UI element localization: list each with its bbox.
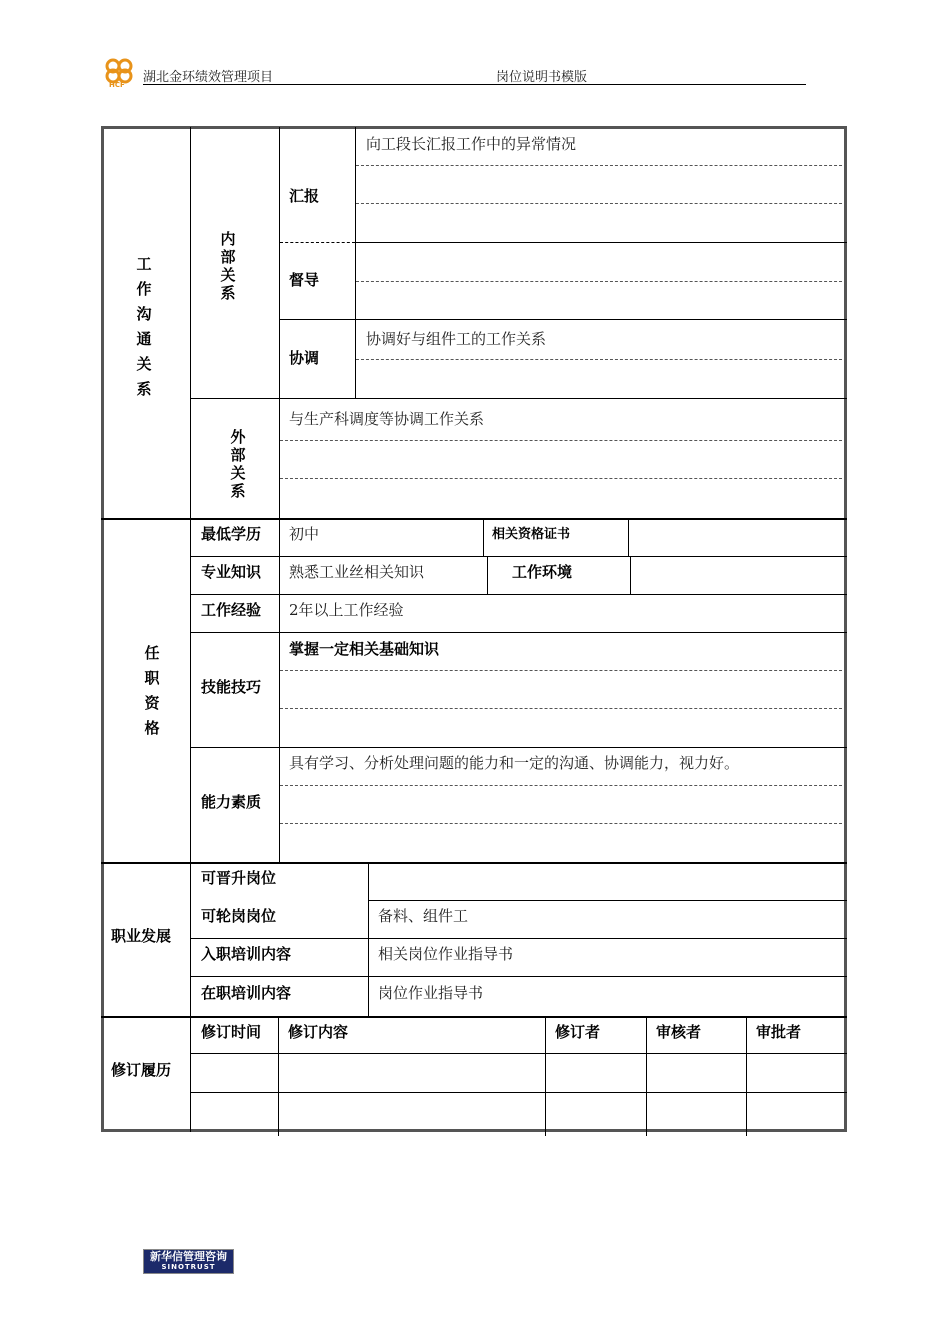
divider bbox=[280, 319, 847, 320]
divider bbox=[280, 670, 847, 671]
coordinate-label: 协调 bbox=[289, 349, 320, 367]
divider bbox=[355, 127, 356, 398]
divider bbox=[190, 594, 847, 595]
divider bbox=[279, 127, 280, 518]
divider bbox=[190, 1092, 847, 1093]
divider bbox=[278, 1016, 279, 1136]
environment-label: 工作环境 bbox=[512, 563, 573, 581]
divider bbox=[356, 203, 847, 204]
onjob-training-value: 岗位作业指导书 bbox=[378, 984, 484, 1002]
education-label: 最低学历 bbox=[201, 525, 262, 543]
divider bbox=[368, 862, 369, 1016]
doc-title: 岗位说明书模版 bbox=[496, 70, 588, 85]
ability-label: 能力素质 bbox=[201, 793, 262, 811]
col-revision-time: 修订时间 bbox=[201, 1023, 262, 1041]
divider bbox=[190, 747, 847, 748]
divider bbox=[190, 632, 847, 633]
divider bbox=[190, 127, 191, 1132]
divider bbox=[545, 1016, 546, 1136]
onboard-training-label: 入职培训内容 bbox=[201, 945, 292, 963]
divider bbox=[280, 823, 847, 824]
divider bbox=[630, 556, 631, 594]
divider bbox=[483, 518, 484, 556]
divider bbox=[646, 1016, 647, 1136]
divider bbox=[356, 281, 847, 282]
divider bbox=[190, 398, 847, 399]
skills-value: 掌握一定相关基础知识 bbox=[289, 640, 440, 658]
col-reviewer: 审核者 bbox=[656, 1023, 702, 1041]
sinotrust-logo-en: SINOTRUST bbox=[161, 1263, 216, 1271]
external-text: 与生产科调度等协调工作关系 bbox=[289, 410, 485, 428]
skills-label: 技能技巧 bbox=[201, 678, 262, 696]
sinotrust-logo-cn: 新华信管理咨询 bbox=[150, 1250, 227, 1263]
experience-value: 2年以上工作经验 bbox=[289, 601, 404, 619]
certificate-label: 相关资格证书 bbox=[492, 527, 571, 542]
divider bbox=[190, 938, 847, 939]
divider bbox=[190, 976, 847, 977]
divider bbox=[355, 242, 847, 243]
report-text: 向工段长汇报工作中的异常情况 bbox=[366, 135, 577, 153]
experience-label: 工作经验 bbox=[201, 601, 262, 619]
sinotrust-logo bbox=[143, 1249, 234, 1274]
divider bbox=[487, 556, 488, 594]
divider bbox=[280, 440, 847, 441]
qualification-section-label: 任 职 资 格 bbox=[144, 644, 160, 737]
hcf-logo bbox=[101, 55, 137, 91]
report-label: 汇报 bbox=[289, 187, 320, 205]
rotate-value: 备料、组件工 bbox=[378, 907, 469, 925]
col-approver: 审批者 bbox=[756, 1023, 802, 1041]
career-section-label: 职业发展 bbox=[111, 927, 172, 945]
education-value: 初中 bbox=[289, 525, 320, 543]
revision-section-label: 修订履历 bbox=[111, 1061, 172, 1079]
job-table bbox=[101, 126, 847, 1132]
project-title: 湖北金环绩效管理项目 bbox=[143, 70, 274, 85]
promote-label: 可晋升岗位 bbox=[201, 869, 277, 887]
external-relations-label: 外 部 关 系 bbox=[230, 428, 246, 500]
divider bbox=[279, 518, 280, 862]
divider bbox=[356, 359, 847, 360]
divider bbox=[280, 478, 847, 479]
divider bbox=[356, 165, 847, 166]
divider bbox=[101, 518, 847, 520]
divider bbox=[746, 1016, 747, 1136]
onjob-training-label: 在职培训内容 bbox=[201, 984, 292, 1002]
logo-text: HCF bbox=[109, 81, 125, 89]
supervise-label: 督导 bbox=[289, 271, 320, 289]
onboard-training-value: 相关岗位作业指导书 bbox=[378, 945, 514, 963]
col-revision-content: 修订内容 bbox=[288, 1023, 349, 1041]
divider bbox=[280, 785, 847, 786]
divider bbox=[280, 242, 355, 243]
communication-section-label: 工 作 沟 通 关 系 bbox=[136, 255, 152, 398]
col-reviser: 修订者 bbox=[555, 1023, 601, 1041]
ability-value: 具有学习、分析处理问题的能力和一定的沟通、协调能力，视力好。 bbox=[289, 754, 740, 772]
divider bbox=[190, 1053, 847, 1054]
divider bbox=[368, 900, 847, 901]
knowledge-value: 熟悉工业丝相关知识 bbox=[289, 563, 425, 581]
rotate-label: 可轮岗岗位 bbox=[201, 907, 277, 925]
divider bbox=[101, 1016, 847, 1018]
divider bbox=[280, 708, 847, 709]
internal-relations-label: 内 部 关 系 bbox=[220, 230, 236, 302]
knowledge-label: 专业知识 bbox=[201, 563, 262, 581]
divider bbox=[190, 556, 847, 557]
header-rule bbox=[143, 84, 806, 85]
coordinate-text: 协调好与组件工的工作关系 bbox=[366, 330, 547, 348]
divider bbox=[101, 862, 847, 864]
divider bbox=[628, 518, 629, 556]
